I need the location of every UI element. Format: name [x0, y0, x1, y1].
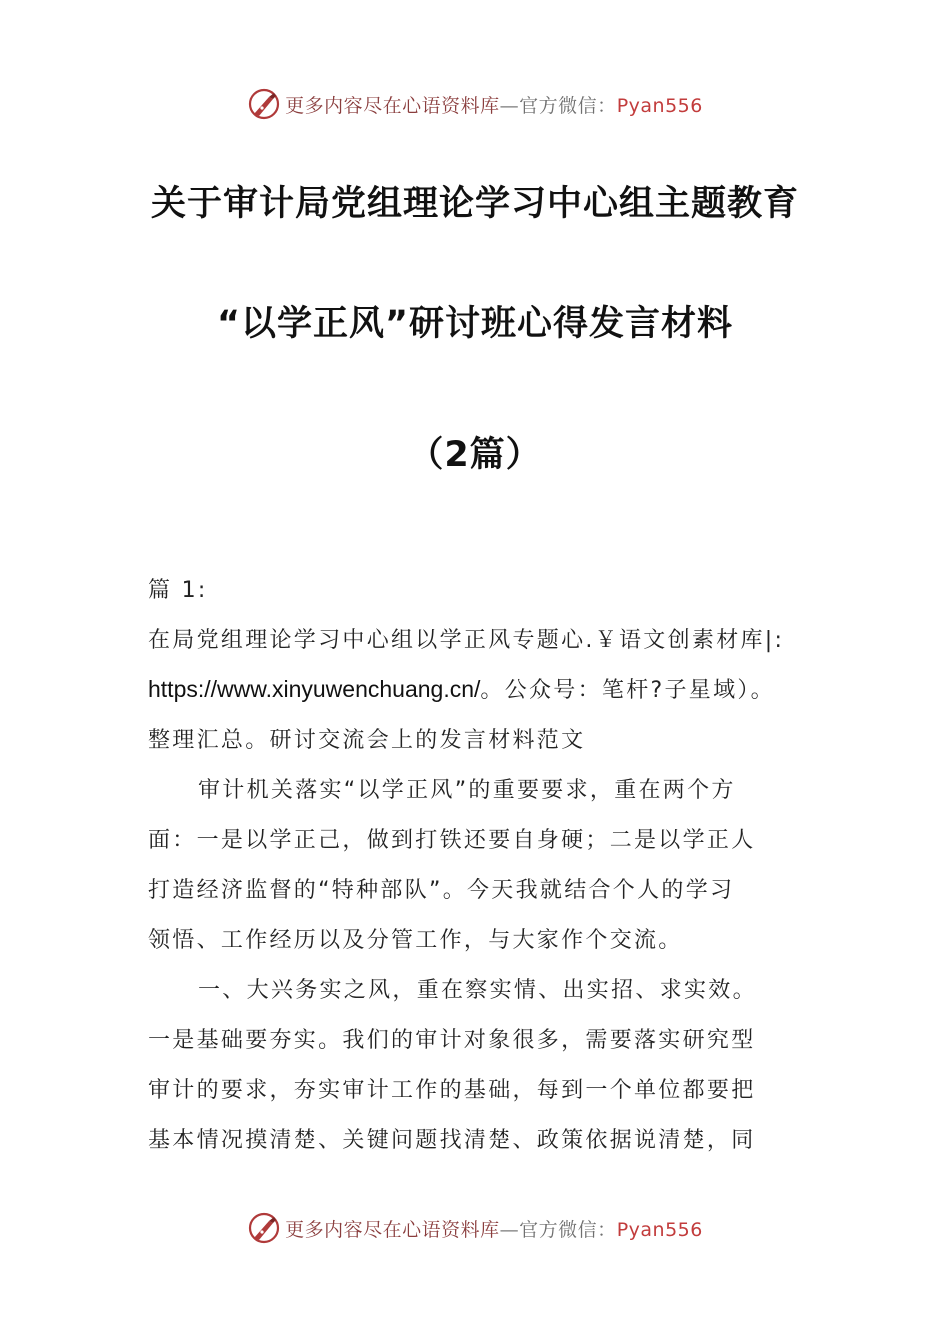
watermark-text: 更多内容尽在心语资料库—官方微信：Pyan556	[285, 1218, 703, 1241]
paragraph-2-line-3: 审计的要求，夯实审计工作的基础，每到一个单位都要把	[148, 1078, 756, 1103]
document-title-line-2: “以学正风”研讨班心得发言材料	[216, 304, 733, 344]
document-title-count: （2篇）	[408, 435, 542, 475]
paragraph-2-line-2: 一是基础要夯实。我们的审计对象很多，需要落实研究型	[148, 1028, 756, 1053]
paragraph-1-line-3: 打造经济监督的“特种部队”。今天我就结合个人的学习	[148, 878, 735, 903]
intro-line-3: 整理汇总。研讨交流会上的发言材料范文	[148, 728, 586, 753]
paragraph-1-line-4: 领悟、工作经历以及分管工作，与大家作个交流。	[148, 928, 683, 953]
article-heading: 篇 1:	[148, 578, 208, 603]
pen-nib-logo-icon	[247, 87, 281, 121]
pen-nib-logo-icon	[247, 1211, 281, 1245]
document-title-line-1: 关于审计局党组理论学习中心组主题教育	[150, 184, 799, 224]
intro-line-2: https://www.xinyuwenchuang.cn/。公众号：笔杆?子星域）。	[148, 676, 775, 703]
paragraph-1-line-2: 面：一是以学正己，做到打铁还要自身硬；二是以学正人	[148, 828, 756, 853]
paragraph-1-line-1: 审计机关落实“以学正风”的重要要求，重在两个方	[198, 778, 736, 803]
source-url: https://www.xinyuwenchuang.cn/	[148, 676, 481, 702]
intro-line-1: 在局党组理论学习中心组以学正风专题心.￥语文创素材库|:	[148, 628, 785, 653]
paragraph-2-line-1: 一、大兴务实之风，重在察实情、出实招、求实效。	[198, 978, 757, 1003]
watermark-banner-bottom	[0, 1208, 950, 1248]
watermark-text: 更多内容尽在心语资料库—官方微信：Pyan556	[285, 94, 703, 117]
watermark-banner-top	[0, 84, 950, 124]
paragraph-2-line-4: 基本情况摸清楚、关键问题找清楚、政策依据说清楚，同	[148, 1128, 756, 1153]
